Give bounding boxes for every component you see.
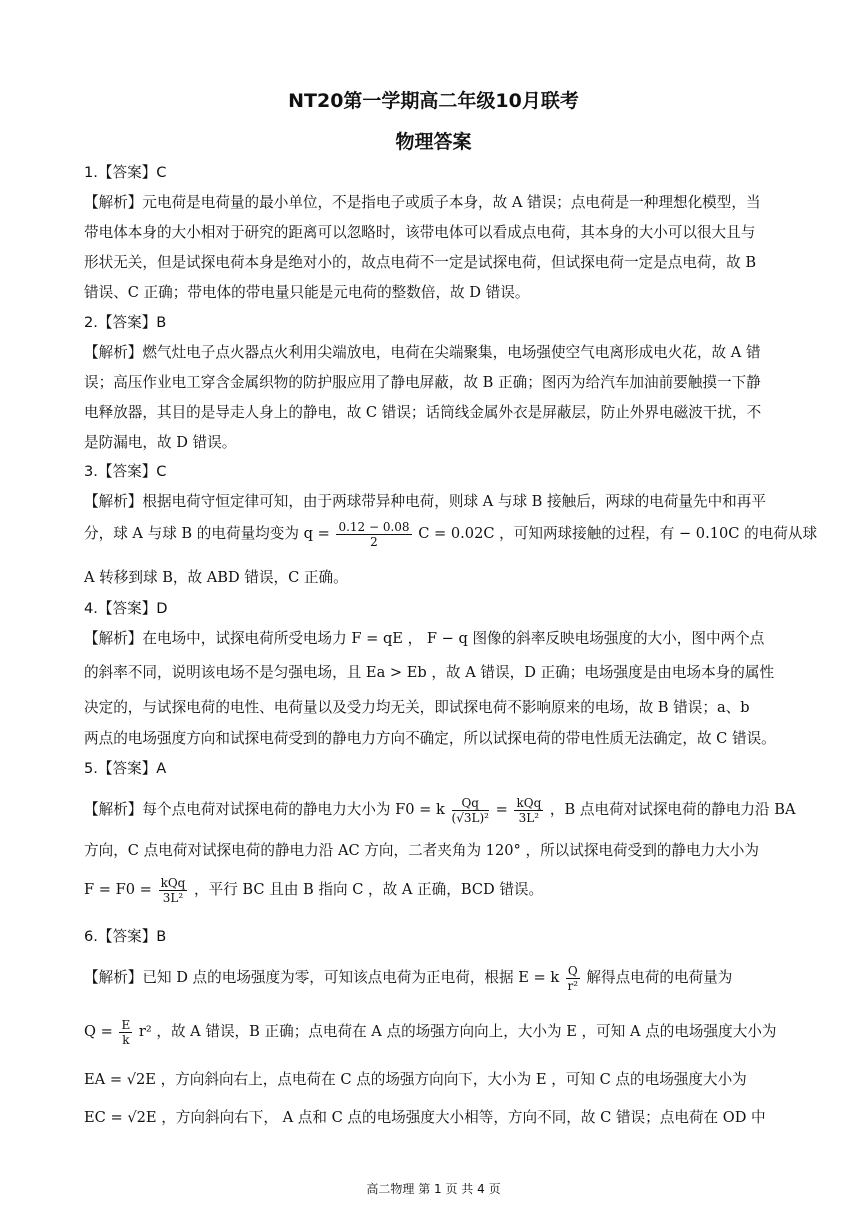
numerator: E (121, 1017, 131, 1032)
analysis-line-with-fraction (84, 794, 796, 826)
text: F = F0 = (84, 881, 152, 898)
fraction (159, 876, 188, 905)
analysis-line: 形状无关，但是试探电荷本身是绝对小的，故点电荷不一定是试探电荷，但试探电荷一定是点电荷，故 B (84, 254, 757, 271)
denominator: r² (567, 978, 579, 993)
denominator: k (122, 1032, 130, 1047)
text: 【解析】已知 D 点的电场强度为零，可知该点电荷为正电荷，根据 E = k (84, 969, 560, 986)
analysis-line: 误；高压作业电工穿含金属织物的防护服应用了静电屏蔽，故 B 正确；图丙为给汽车加油前要触摸一下静 (84, 374, 761, 391)
numerator: kQq (160, 875, 186, 890)
analysis-line: 电释放器，其目的是导走人身上的静电，故 C 错误；话筒线金属外衣是屏蔽层，防止外界电磁波干扰，不 (84, 404, 762, 421)
analysis-line: A 转移到球 B，故 ABD 错误，C 正确。 (84, 569, 348, 586)
text: = (495, 801, 508, 818)
denominator: 3L² (162, 890, 184, 905)
page-footer: 高二物理 第 1 页 共 4 页 (366, 1182, 501, 1196)
denominator: 2 (370, 534, 378, 549)
analysis-line-with-fraction (84, 874, 789, 906)
numerator: Qq (452, 796, 489, 811)
text: r² ，故 A 错误，B 正确；点电荷在 A 点的场强方向向上，大小为 E ，可知 A 点的电场强度大小为 (138, 1023, 777, 1040)
fraction (119, 1018, 132, 1047)
analysis-line: 【解析】在电场中，试探电荷所受电场力 F = qE ， F − q 图像的斜率反映电场强度的大小，图中两个点 (84, 630, 765, 647)
answer-label-1: 1.【答案】C (84, 164, 167, 181)
text: ，B 点电荷对试探电荷的静电力沿 BA (549, 801, 796, 818)
analysis-line: 【解析】元电荷是电荷量的最小单位，不是指电子或质子本身，故 A 错误；点电荷是一种理想化模型，当 (84, 194, 761, 211)
answer-label-2: 2.【答案】B (84, 314, 167, 331)
analysis-line: 错误、C 正确；带电体的带电量只能是元电荷的整数倍，故 D 错误。 (84, 284, 530, 301)
text: C = 0.02C ，可知两球接触的过程，有 − 0.10C 的电荷从球 (418, 525, 818, 542)
denominator: 3L² (518, 810, 540, 825)
analysis-line: 【解析】根据电荷守恒定律可知，由于两球带异种电荷，则球 A 与球 B 接触后，两球的电荷量先中和再平 (84, 493, 766, 510)
fraction (514, 796, 543, 825)
denominator: (√3L)² (451, 810, 489, 825)
answer-label-4: 4.【答案】D (84, 600, 168, 617)
answer-label-5: 5.【答案】A (84, 760, 167, 777)
text: ，平行 BC 且由 B 指向 C ，故 A 正确，BCD 错误。 (194, 881, 544, 898)
analysis-line: 方向，C 点电荷对试探电荷的静电力沿 AC 方向，二者夹角为 120° ，所以试探电荷受到的静电力大小为 (84, 842, 759, 859)
analysis-line: 带电体本身的大小相对于研究的距离可以忽略时，该带电体可以看成点电荷，其本身的大小可以很大且与 (84, 224, 756, 241)
text: 分，球 A 与球 B 的电荷量均变为 q = (84, 525, 330, 542)
analysis-line-with-fraction (84, 962, 789, 994)
answer-label-3: 3.【答案】C (84, 463, 167, 480)
analysis-line: EA = √2E ，方向斜向右上，点电荷在 C 点的场强方向向下，大小为 E ，可知 C 点的电场强度大小为 (84, 1071, 747, 1088)
numerator: kQq (516, 795, 542, 810)
page-subtitle: 物理答案 (395, 131, 472, 153)
analysis-line-with-fraction (84, 518, 818, 550)
analysis-line: 是防漏电，故 D 错误。 (84, 434, 237, 451)
numerator: 0.12 − 0.08 (338, 519, 410, 534)
text: 解得点电荷的电荷量为 (586, 969, 733, 986)
answer-label-6: 6.【答案】B (84, 928, 167, 945)
analysis-line: 两点的电场强度方向和试探电荷受到的静电力方向不确定，所以试探电荷的带电性质无法确定，故 C 错误。 (84, 730, 776, 747)
numerator: Q (567, 963, 578, 978)
analysis-line-with-fraction (84, 1016, 789, 1048)
fraction (336, 520, 411, 549)
analysis-line: EC = √2E ，方向斜向右下， A 点和 C 点的电场强度大小相等，方向不同，故 C 错误；点电荷在 OD 中 (84, 1109, 766, 1126)
analysis-line: 决定的，与试探电荷的电性、电荷量以及受力均无关，即试探电荷不影响原来的电场，故 B 错误；a、b (84, 699, 750, 716)
analysis-line: 的斜率不同，说明该电场不是匀强电场，且 Ea > Eb ，故 A 错误，D 正确；电场强度是由电场本身的属性 (84, 664, 775, 681)
fraction (452, 796, 489, 825)
text: Q = (84, 1023, 113, 1040)
text: 【解析】每个点电荷对试探电荷的静电力大小为 F0 = k (84, 801, 445, 818)
analysis-line: 【解析】燃气灶电子点火器点火利用尖端放电，电荷在尖端聚集，电场强使空气电离形成电火花，故 A 错 (84, 344, 761, 361)
page-title: NT20第一学期高二年级10月联考 (288, 90, 579, 112)
fraction (566, 964, 580, 993)
